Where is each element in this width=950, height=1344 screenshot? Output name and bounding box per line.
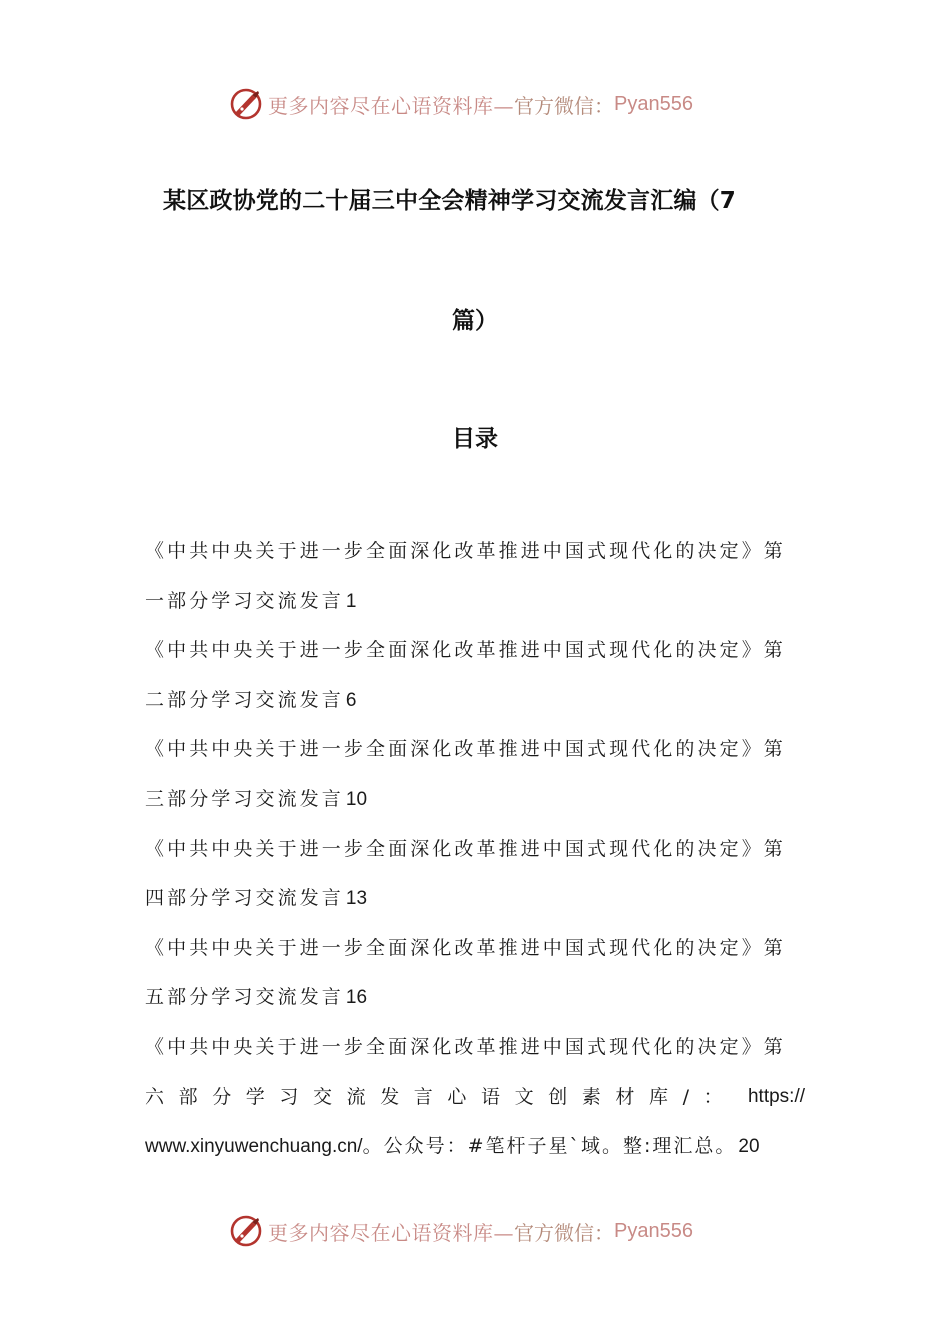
toc-entry-1-line1[interactable] — [145, 531, 805, 581]
toc-entry-text: 三部分学习交流发言 — [145, 787, 344, 810]
toc-entry-6-line1[interactable] — [145, 1027, 805, 1077]
toc-page-number: 16 — [345, 987, 368, 1009]
banner-wechat-id: Pyan556 — [614, 1219, 693, 1242]
toc-page-number: 1 — [345, 590, 357, 612]
toc-entry-text: 《中共中央关于进一步全面深化改革推进中国式现代化的决定》第 — [145, 540, 786, 562]
toc-page-number: 20 — [738, 1136, 760, 1158]
footer-watermark-banner — [228, 1211, 748, 1251]
toc-entry-3-line1[interactable] — [145, 729, 805, 779]
toc-entry-text: 《中共中央关于进一步全面深化改革推进中国式现代化的决定》第 — [145, 639, 786, 662]
toc-entry-1-line2[interactable] — [145, 581, 805, 631]
pen-logo-icon — [228, 86, 264, 122]
toc-entry-text: 四部分学习交流发言 — [145, 887, 344, 910]
document-title-line2: 篇） — [452, 308, 498, 334]
banner-wechat-label: 官方微信： — [514, 1220, 614, 1245]
toc-entry-5-line1[interactable] — [145, 928, 805, 978]
table-of-contents — [145, 531, 805, 1176]
toc-entry-text: 一部分学习交流发言 — [145, 589, 344, 612]
toc-entry-text: 《中共中央关于进一步全面深化改革推进中国式现代化的决定》第 — [145, 1035, 786, 1058]
toc-url-fragment[interactable]: www.xinyuwenchuang.cn/ — [145, 1136, 363, 1158]
toc-entry-text: 。公众号：#笔杆子星`域。整:理汇总。 — [362, 1135, 737, 1158]
toc-page-number: 13 — [345, 888, 368, 910]
toc-entry-text: 五部分学习交流发言 — [145, 986, 344, 1009]
banner-site-text: 更多内容尽在心语资料库— — [268, 1220, 514, 1245]
toc-entry-text: 《中共中央关于进一步全面深化改革推进中国式现代化的决定》第 — [145, 936, 786, 959]
toc-entry-text: 二部分学习交流发言 — [145, 688, 344, 711]
document-title-line1: 某区政协党的二十届三中全会精神学习交流发言汇编（7 — [163, 188, 737, 214]
toc-entry-3-line2[interactable] — [145, 779, 805, 829]
toc-heading: 目录 — [452, 426, 498, 452]
banner-site-text: 更多内容尽在心语资料库— — [268, 93, 514, 118]
toc-entry-6-line3[interactable] — [145, 1126, 805, 1176]
toc-page-number: 10 — [345, 788, 368, 810]
banner-wechat-label: 官方微信： — [514, 93, 614, 118]
toc-url-fragment[interactable]: https:// — [747, 1085, 805, 1107]
toc-entry-4-line1[interactable] — [145, 829, 805, 879]
toc-entry-2-line2[interactable] — [145, 680, 805, 730]
toc-entry-text: 六部分学习交流发言心语文创素材库/： — [145, 1085, 738, 1108]
toc-entry-5-line2[interactable] — [145, 977, 805, 1027]
toc-entry-6-line2[interactable] — [145, 1077, 805, 1127]
pen-logo-icon — [228, 1213, 264, 1249]
toc-entry-2-line1[interactable] — [145, 630, 805, 680]
header-watermark-banner — [228, 84, 748, 124]
toc-entry-4-line2[interactable] — [145, 878, 805, 928]
toc-entry-text: 《中共中央关于进一步全面深化改革推进中国式现代化的决定》第 — [145, 738, 786, 761]
banner-wechat-id: Pyan556 — [614, 92, 693, 115]
toc-entry-text: 《中共中央关于进一步全面深化改革推进中国式现代化的决定》第 — [145, 837, 786, 860]
toc-page-number: 6 — [345, 689, 357, 711]
